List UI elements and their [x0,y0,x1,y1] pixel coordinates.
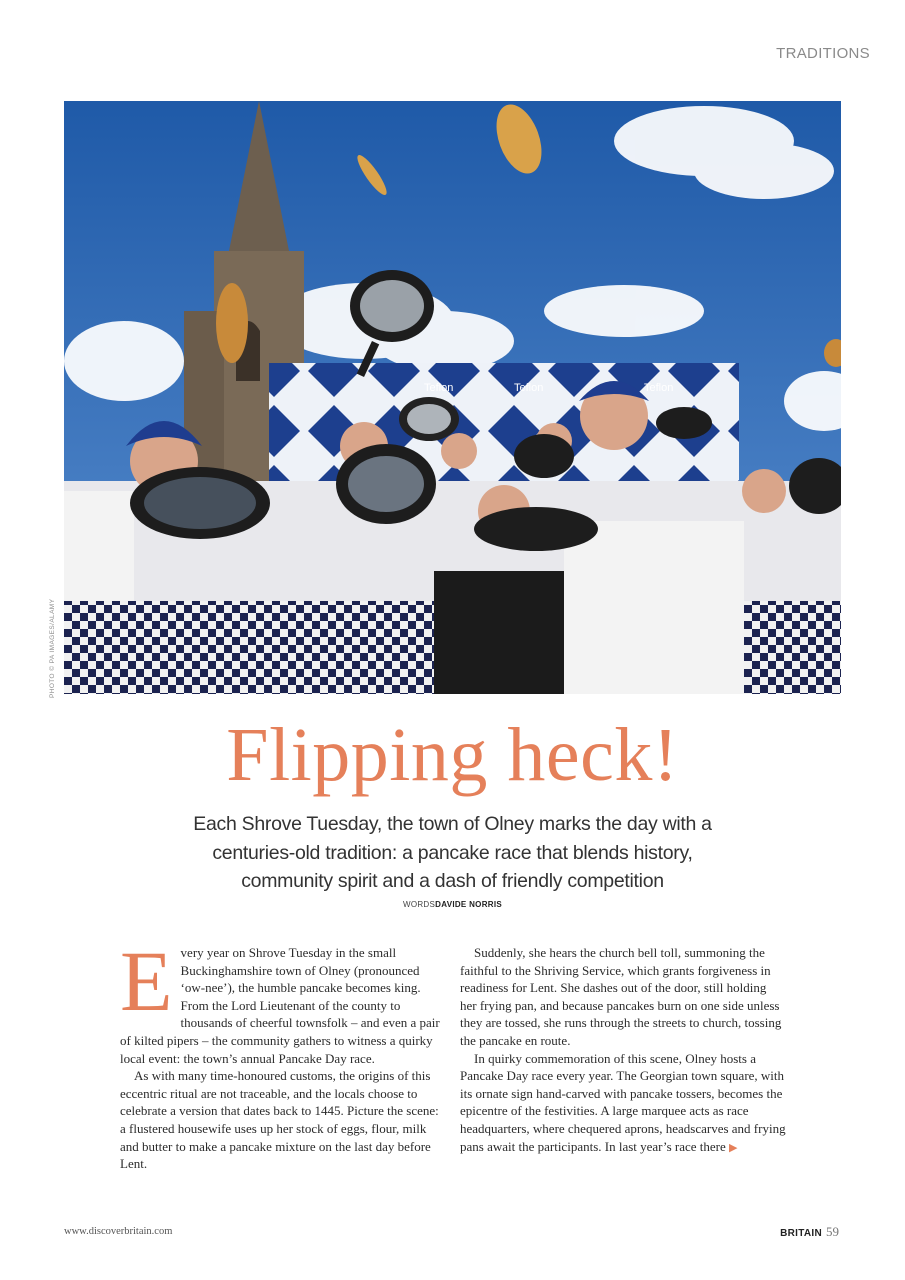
body-paragraph [460,1050,786,1158]
page-number: 59 [826,1224,839,1239]
body-column-left [120,933,446,1173]
footer-url[interactable]: www.discoverbritain.com [64,1226,173,1237]
hero-photo [64,101,841,694]
magazine-name: BRITAIN [780,1228,822,1239]
byline [0,900,905,909]
headline: Flipping heck! [226,713,679,797]
body-paragraph: As with many time-honoured customs, the origins of this eccentric ritual are not traceable, and the locals choose to celebrate a version that dates back to 1445. Picture the scene: a flustered housewife uses up her stock of eggs, flour, milk and butter to make a pancake mixture on the last day before Lent. [120,1068,439,1172]
banner-logo-2: Teflon [514,382,544,394]
body-column-right [460,944,786,1157]
body-paragraph-text: very year on Shrove Tuesday in the small Buckinghamshire town of Olney (pronounced ‘ow-nee’), the humble pancake becomes king. From the Lord Lieutenant of the county to thousands of cheerful townsfolk – and even a pair of kilted pipers – the community gathers to witness a quirky local event: the town’s annual Pancake Day race. [120,945,440,1066]
photo-credit: PHOTO © PA IMAGES/ALAMY [49,598,56,698]
drop-cap: E [120,933,173,1029]
continue-arrow-icon: ▶ [729,1141,738,1154]
body-paragraph-text: In quirky commemoration of this scene, Olney hosts a Pancake Day race every year. The Georgian town square, with its ornate sign hand-carved with pancake tossers, becomes the epicentre of the festivities. A large marquee acts as race headquarters, where chequered aprons, headscarves and frying pans await the participants. In last year’s race there [460,1050,786,1154]
banner-logo-1: Teflon [424,382,454,394]
byline-author: DAVIDE NORRIS [435,900,503,909]
banner-logo-3: Teflon [644,382,674,394]
body-paragraph [120,933,446,1067]
section-label: TRADITIONS [776,45,870,62]
footer-folio [780,1224,839,1240]
body-paragraph: Suddenly, she hears the church bell toll, summoning the faithful to the Shriving Service, which grants forgiveness in readiness for Lent. She dashes out of the door, still holding her frying pan, and because pancakes burn on one side unless they are tossed, she runs through the streets to church, tossing the pancake en route. [460,945,782,1048]
standfirst: Each Shrove Tuesday, the town of Olney marks the day with a centuries-old tradition: a pancake race that blends history, community spirit and a dash of friendly competition [193,813,712,892]
byline-prefix: WORDS [402,900,436,909]
